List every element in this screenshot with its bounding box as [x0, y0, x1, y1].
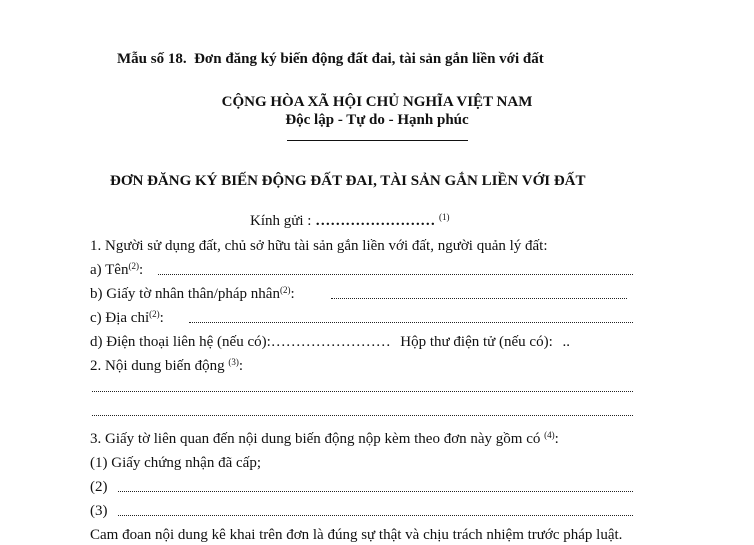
nation-heading: CỘNG HÒA XÃ HỘI CHỦ NGHĨA VIỆT NAM: [221, 94, 533, 110]
form-caption: [117, 50, 544, 68]
id-field-label: b) Giấy tờ nhân thân/pháp nhân$^{(2)}$:: [90, 285, 295, 302]
id-dotted-line: [331, 298, 627, 299]
section2-heading: 2. Nội dung biến động $^{(3)}$:: [90, 357, 243, 374]
change-dotted-line-2: [92, 415, 633, 416]
section2-label: 2. Nội dung biến động: [90, 358, 225, 374]
addressee-note: (1): [438, 212, 450, 222]
motto-underline: [287, 140, 468, 141]
addressee-dots: ……………………: [315, 213, 436, 229]
form-caption-text: Đơn đăng ký biến động đất đai, tài sản gắn liền với đất: [194, 51, 544, 67]
addressee-label: Kính gửi :: [250, 213, 312, 229]
section1-heading: 1. Người sử dụng đất, chủ sở hữu tài sản gắn liền với đất, người quản lý đất:: [90, 238, 548, 254]
address-field-label: c) Địa chỉ$^{(2)}$:: [90, 309, 164, 326]
section3-label: 3. Giấy tờ liên quan đến nội dung biến động nộp kèm theo đơn này gồm có: [90, 431, 541, 447]
address-label: c) Địa chỉ: [90, 310, 150, 326]
declaration-text: Cam đoan nội dung kê khai trên đơn là đúng sự thật và chịu trách nhiệm trước pháp luật.: [90, 527, 623, 543]
name-field-label: a) Tên$^{(2)}$:: [90, 261, 144, 278]
motto: Độc lập - Tự do - Hạnh phúc: [285, 112, 469, 128]
form-number: Mẫu số 18.: [117, 51, 187, 67]
attachment-item-3-dotted-line: [118, 515, 633, 516]
section2-note: (3): [228, 357, 239, 367]
phone-label: d) Điện thoại liên hệ (nếu có):: [90, 334, 271, 350]
section3-heading: 3. Giấy tờ liên quan đến nội dung biến động nộp kèm theo đơn này gồm có $^{(4)}$:: [90, 430, 559, 447]
email-label: Hộp thư điện tử (nếu có):: [400, 334, 553, 350]
id-label: b) Giấy tờ nhân thân/pháp nhân: [90, 286, 280, 302]
contact-field-label: [90, 333, 570, 351]
name-note: (2): [128, 261, 139, 271]
section3-note: (4): [544, 430, 555, 440]
name-dotted-line: [158, 274, 633, 275]
attachment-item-3-label: (3): [90, 503, 108, 519]
email-dots: ..: [562, 334, 571, 350]
document-title: ĐƠN ĐĂNG KÝ BIẾN ĐỘNG ĐẤT ĐAI, TÀI SẢN GẮN LIỀN VỚI ĐẤT: [110, 173, 586, 189]
address-note: (2): [149, 309, 160, 319]
attachment-item-2-dotted-line: [118, 491, 633, 492]
addressee-line: [250, 212, 449, 230]
name-label: a) Tên: [90, 262, 129, 278]
id-note: (2): [279, 285, 291, 295]
address-dotted-line: [189, 322, 633, 323]
phone-dots: ……………………: [270, 334, 391, 350]
attachment-item-2-label: (2): [90, 479, 108, 495]
change-dotted-line-1: [92, 391, 633, 392]
attachment-item-1: (1) Giấy chứng nhận đã cấp;: [90, 455, 261, 471]
